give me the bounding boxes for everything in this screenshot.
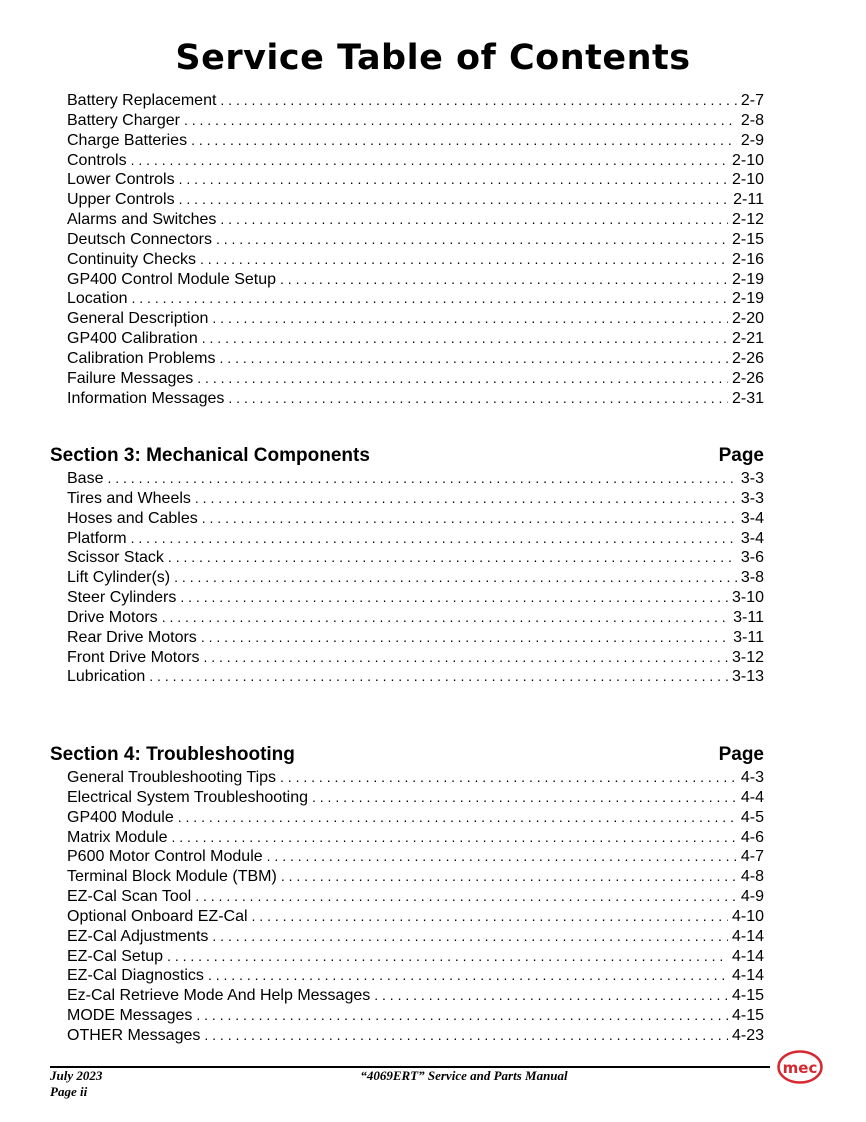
toc-entry-page-number: 2-16 bbox=[731, 250, 764, 268]
dot-leader bbox=[202, 509, 737, 529]
dot-leader bbox=[195, 887, 737, 907]
toc-entry-label: Failure Messages bbox=[67, 369, 194, 387]
section3-toc-entry bbox=[67, 568, 764, 588]
toc-entry-page-number: 3-8 bbox=[740, 569, 764, 587]
toc-entry-label: Alarms and Switches bbox=[67, 211, 217, 229]
toc-entry-page-number: 4-9 bbox=[740, 888, 764, 906]
section2-toc-entry bbox=[67, 151, 764, 171]
toc-entry-label: Controls bbox=[67, 151, 127, 169]
toc-entry-label: GP400 Module bbox=[67, 808, 174, 826]
dot-leader bbox=[252, 907, 728, 927]
dot-leader bbox=[312, 788, 737, 808]
toc-entry-label: Battery Charger bbox=[67, 111, 180, 129]
toc-entry-page-number: 4-6 bbox=[740, 828, 764, 846]
toc-entry-label: Ez-Cal Retrieve Mode And Help Messages bbox=[67, 987, 371, 1005]
section4-entry-list bbox=[67, 768, 764, 1046]
toc-entry-page-number: 3-3 bbox=[740, 489, 764, 507]
section4-page-label: Page bbox=[718, 744, 764, 765]
toc-entry-page-number: 4-23 bbox=[731, 1026, 764, 1044]
section4-toc-entry bbox=[67, 927, 764, 947]
section4-toc-entry bbox=[67, 847, 764, 867]
toc-entry-label: Calibration Problems bbox=[67, 349, 216, 367]
section2-toc-entry bbox=[67, 309, 764, 329]
section4-heading: Section 4: Troubleshooting bbox=[50, 744, 295, 765]
dot-leader bbox=[220, 210, 728, 230]
section4-toc-entry bbox=[67, 1006, 764, 1026]
toc-entry-label: GP400 Calibration bbox=[67, 330, 198, 348]
toc-entry-label: Deutsch Connectors bbox=[67, 230, 212, 248]
dot-leader bbox=[202, 329, 728, 349]
dot-leader bbox=[132, 289, 728, 309]
toc-entry-page-number: 2-26 bbox=[731, 349, 764, 367]
section2-toc-entry bbox=[67, 131, 764, 151]
toc-entry-page-number: 3-3 bbox=[740, 470, 764, 487]
toc-entry-label: Drive Motors bbox=[67, 608, 158, 626]
section2-toc-entry bbox=[67, 349, 764, 369]
toc-entry-label: Battery Replacement bbox=[67, 92, 217, 109]
section3-toc-entry bbox=[67, 608, 764, 628]
toc-entry-page-number: 2-11 bbox=[733, 191, 764, 209]
section3-toc-entry bbox=[67, 529, 764, 549]
toc-entry-page-number: 2-31 bbox=[731, 389, 764, 407]
toc-entry-page-number: 3-6 bbox=[740, 549, 764, 567]
dot-leader bbox=[131, 151, 728, 171]
toc-entry-label: Matrix Module bbox=[67, 828, 168, 846]
toc-entry-label: Rear Drive Motors bbox=[67, 628, 197, 646]
footer-page-number: Page ii bbox=[50, 1084, 88, 1099]
toc-entry-page-number: 4-10 bbox=[731, 907, 764, 925]
toc-entry-page-number: 2-12 bbox=[731, 211, 764, 229]
section4-toc-entry bbox=[67, 808, 764, 828]
dot-leader bbox=[220, 349, 728, 369]
section3-entry-list bbox=[67, 469, 764, 687]
section2-toc-entry bbox=[67, 369, 764, 389]
section4-toc-entry bbox=[67, 1026, 764, 1046]
dot-leader bbox=[212, 927, 728, 947]
dot-leader bbox=[162, 608, 729, 628]
toc-entry-page-number: 4-14 bbox=[731, 967, 764, 985]
toc-entry-label: Front Drive Motors bbox=[67, 648, 200, 666]
dot-leader bbox=[167, 947, 728, 967]
dot-leader bbox=[180, 588, 728, 608]
dot-leader bbox=[208, 966, 728, 986]
dot-leader bbox=[191, 131, 737, 151]
toc-entry-page-number: 4-8 bbox=[740, 868, 764, 886]
toc-entry-page-number: 2-7 bbox=[740, 92, 764, 109]
section3-toc-entry bbox=[67, 548, 764, 568]
page-title: Service Table of Contents bbox=[175, 38, 691, 78]
toc-entry-page-number: 2-19 bbox=[731, 270, 764, 288]
toc-entry-page-number: 2-8 bbox=[740, 111, 764, 129]
section4-toc-entry bbox=[67, 887, 764, 907]
section2-toc-entry bbox=[67, 111, 764, 131]
toc-entry-page-number: 3-11 bbox=[733, 608, 764, 626]
dot-leader bbox=[201, 628, 729, 648]
section3-toc-entry bbox=[67, 469, 764, 489]
toc-entry-label: P600 Motor Control Module bbox=[67, 848, 263, 866]
dot-leader bbox=[179, 170, 728, 190]
section2-toc-entry bbox=[67, 230, 764, 250]
toc-entry-page-number: 4-14 bbox=[731, 947, 764, 965]
toc-entry-page-number: 2-21 bbox=[731, 330, 764, 348]
toc-entry-page-number: 2-26 bbox=[731, 369, 764, 387]
dot-leader bbox=[195, 489, 737, 509]
dot-leader bbox=[216, 230, 728, 250]
dot-leader bbox=[168, 548, 737, 568]
toc-entry-label: Lift Cylinder(s) bbox=[67, 569, 171, 587]
section2-toc-entry bbox=[67, 170, 764, 190]
section2-toc-entry bbox=[67, 250, 764, 270]
toc-entry-label: Optional Onboard EZ-Cal bbox=[67, 907, 248, 925]
toc-entry-page-number: 3-4 bbox=[740, 529, 764, 547]
section2-toc-entry bbox=[67, 329, 764, 349]
toc-entry-label: Scissor Stack bbox=[67, 549, 164, 567]
section4-toc-entry bbox=[67, 788, 764, 808]
toc-entry-page-number: 4-15 bbox=[731, 1007, 764, 1025]
dot-leader bbox=[228, 389, 728, 409]
dot-leader bbox=[149, 667, 728, 687]
section3-page-label: Page bbox=[718, 445, 764, 466]
toc-entry-label: Terminal Block Module (TBM) bbox=[67, 868, 277, 886]
dot-leader bbox=[179, 190, 730, 210]
toc-entry-page-number: 4-7 bbox=[740, 848, 764, 866]
dot-leader bbox=[184, 111, 737, 131]
dot-leader bbox=[212, 309, 728, 329]
dot-leader bbox=[200, 250, 728, 270]
section4-toc-entry bbox=[67, 867, 764, 887]
dot-leader bbox=[107, 469, 736, 489]
section4-toc-entry bbox=[67, 907, 764, 927]
toc-entry-page-number: 4-15 bbox=[731, 987, 764, 1005]
mec-logo-text: mec bbox=[782, 1059, 818, 1077]
dot-leader bbox=[203, 648, 728, 668]
toc-entry-page-number: 4-4 bbox=[740, 788, 764, 806]
toc-entry-label: Upper Controls bbox=[67, 191, 175, 209]
toc-entry-page-number: 3-12 bbox=[731, 648, 764, 666]
section4-toc-entry bbox=[67, 828, 764, 848]
section2-toc-entry bbox=[67, 389, 764, 409]
section4-toc-entry bbox=[67, 986, 764, 1006]
toc-entry-page-number: 2-10 bbox=[731, 171, 764, 189]
dot-leader bbox=[174, 568, 737, 588]
toc-entry-label: Steer Cylinders bbox=[67, 589, 177, 607]
dot-leader bbox=[280, 768, 737, 788]
section4-toc-entry bbox=[67, 947, 764, 967]
toc-entry-page-number: 2-20 bbox=[731, 310, 764, 328]
toc-entry-page-number: 3-10 bbox=[731, 589, 764, 607]
toc-entry-page-number: 2-10 bbox=[731, 151, 764, 169]
section3-toc-entry bbox=[67, 509, 764, 529]
dot-leader bbox=[131, 529, 737, 549]
toc-entry-label: Continuity Checks bbox=[67, 250, 196, 268]
footer-manual-title: “4069ERT” Service and Parts Manual bbox=[360, 1068, 568, 1083]
section3-heading: Section 3: Mechanical Components bbox=[50, 445, 370, 466]
toc-entry-label: OTHER Messages bbox=[67, 1026, 201, 1044]
section3-toc-entry bbox=[67, 588, 764, 608]
toc-entry-page-number: 3-11 bbox=[733, 628, 764, 646]
dot-leader bbox=[281, 867, 737, 887]
toc-entry-label: EZ-Cal Scan Tool bbox=[67, 888, 192, 906]
toc-entry-page-number: 3-4 bbox=[740, 509, 764, 527]
toc-entry-label: EZ-Cal Setup bbox=[67, 947, 164, 965]
section2-toc-entry bbox=[67, 210, 764, 230]
mec-logo bbox=[777, 1050, 823, 1084]
dot-leader bbox=[197, 369, 728, 389]
dot-leader bbox=[267, 847, 737, 867]
toc-entry-label: Platform bbox=[67, 529, 127, 547]
section2-toc-entry bbox=[67, 289, 764, 309]
dot-leader bbox=[171, 828, 736, 848]
section3-toc-entry bbox=[67, 489, 764, 509]
toc-entry-label: Location bbox=[67, 290, 128, 308]
toc-entry-label: Hoses and Cables bbox=[67, 509, 198, 527]
dot-leader bbox=[220, 91, 736, 111]
dot-leader bbox=[280, 270, 728, 290]
section3-toc-entry bbox=[67, 648, 764, 668]
section2-toc-entry bbox=[67, 270, 764, 290]
toc-entry-label: Base bbox=[67, 470, 104, 487]
dot-leader bbox=[178, 808, 737, 828]
toc-entry-label: General Troubleshooting Tips bbox=[67, 769, 277, 786]
toc-entry-label: Charge Batteries bbox=[67, 131, 188, 149]
section4-heading-row bbox=[50, 744, 764, 766]
section3-heading-row bbox=[50, 445, 764, 467]
section2-entry-list bbox=[67, 91, 764, 409]
section3-toc-entry bbox=[67, 628, 764, 648]
dot-leader bbox=[196, 1006, 728, 1026]
section3-toc-entry bbox=[67, 667, 764, 687]
section4-toc-entry bbox=[67, 768, 764, 788]
toc-entry-label: MODE Messages bbox=[67, 1007, 193, 1025]
toc-entry-page-number: 4-3 bbox=[740, 769, 764, 786]
toc-entry-label: Lubrication bbox=[67, 668, 146, 686]
section2-toc-entry bbox=[67, 190, 764, 210]
dot-leader bbox=[374, 986, 728, 1006]
dot-leader bbox=[204, 1026, 728, 1046]
toc-entry-label: EZ-Cal Adjustments bbox=[67, 927, 209, 945]
toc-entry-label: EZ-Cal Diagnostics bbox=[67, 967, 204, 985]
toc-entry-label: Electrical System Troubleshooting bbox=[67, 788, 308, 806]
toc-entry-label: Lower Controls bbox=[67, 171, 175, 189]
toc-entry-label: Tires and Wheels bbox=[67, 489, 191, 507]
toc-entry-page-number: 2-9 bbox=[740, 131, 764, 149]
toc-entry-label: GP400 Control Module Setup bbox=[67, 270, 277, 288]
toc-entry-page-number: 3-13 bbox=[731, 668, 764, 686]
section4-toc-entry bbox=[67, 966, 764, 986]
section2-toc-entry bbox=[67, 91, 764, 111]
toc-entry-page-number: 2-15 bbox=[731, 230, 764, 248]
toc-entry-label: General Description bbox=[67, 310, 209, 328]
toc-entry-page-number: 4-14 bbox=[731, 927, 764, 945]
footer-date: July 2023 bbox=[50, 1068, 103, 1083]
toc-entry-page-number: 2-19 bbox=[731, 290, 764, 308]
toc-entry-page-number: 4-5 bbox=[740, 808, 764, 826]
toc-entry-label: Information Messages bbox=[67, 389, 225, 407]
